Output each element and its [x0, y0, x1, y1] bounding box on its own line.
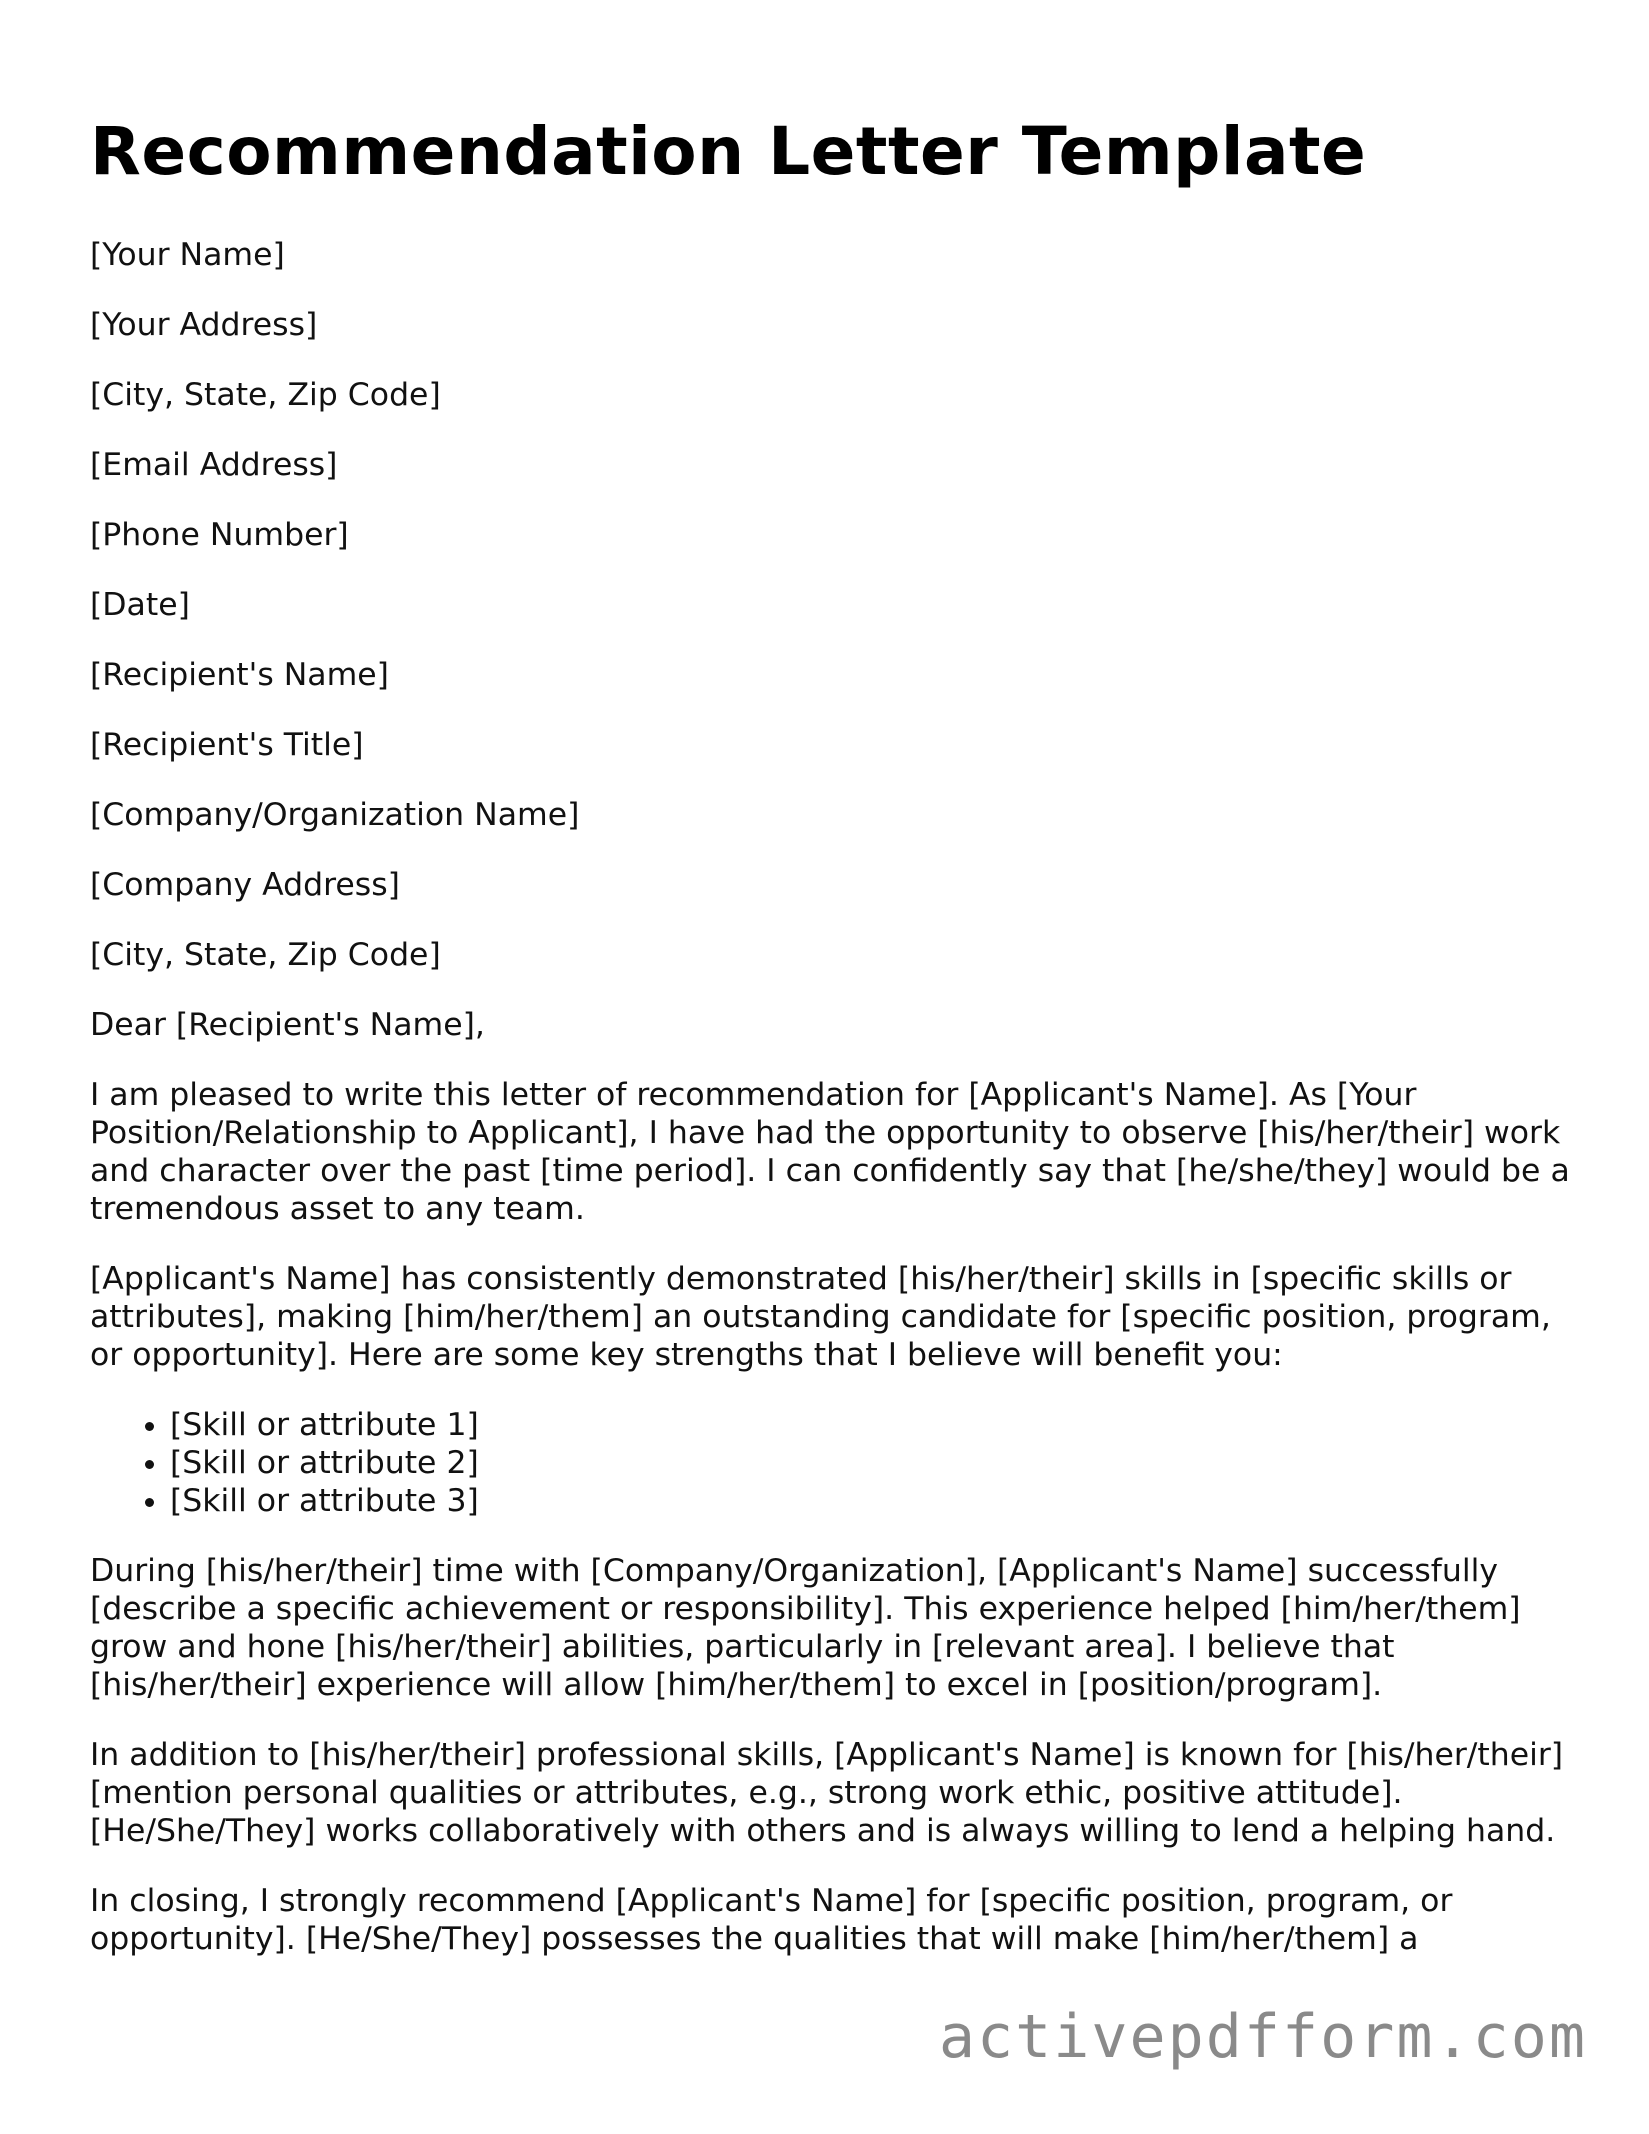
sender-phone: [Phone Number] [90, 517, 349, 553]
body-paragraph-personal: In addition to [his/her/their] professional skills, [Applicant's Name] is known for [his/her/their] [mention personal qualities or attributes, e.g., strong work ethic, positive attitude]. [He/She/They] works collaboratively with others and is always willing to lend a helping hand. [90, 1737, 1564, 1849]
body-paragraph-intro: I am pleased to write this letter of recommendation for [Applicant's Name]. As [Your Position/Relationship to Applicant], I have had the opportunity to observe [his/her/their] work and character over the past [time period]. I can confidently say that [he/she/they] would be a tremendous asset to any team. [90, 1077, 1570, 1227]
strength-list-item: • [Skill or attribute 1] [170, 1406, 1570, 1444]
strength-list-item: • [Skill or attribute 3] [170, 1482, 1570, 1520]
recipient-name: [Recipient's Name] [90, 657, 389, 693]
recipient-address: [Company Address] [90, 867, 400, 903]
sender-email: [Email Address] [90, 447, 338, 483]
strength-list-item: • [Skill or attribute 2] [170, 1444, 1570, 1482]
sender-address: [Your Address] [90, 307, 318, 343]
sender-name: [Your Name] [90, 237, 285, 273]
recipient-company: [Company/Organization Name] [90, 797, 580, 833]
salutation: Dear [Recipient's Name], [90, 1007, 485, 1043]
sender-city-state-zip: [City, State, Zip Code] [90, 377, 441, 413]
watermark-text: activepdfform.com [938, 2002, 1587, 2072]
body-paragraph-closing: In closing, I strongly recommend [Applicant's Name] for [specific position, program, or opportunity]. [He/She/They] possesses the qualities that will make [him/her/them] a [90, 1883, 1453, 1957]
page-title: Recommendation Letter Template [90, 113, 1367, 190]
letter-date: [Date] [90, 587, 190, 623]
recipient-title: [Recipient's Title] [90, 727, 364, 763]
body-paragraph-skills: [Applicant's Name] has consistently demonstrated [his/her/their] skills in [specific skills or attributes], making [him/her/them] an outstanding candidate for [specific position, program, or opportunity]. Here are some key strengths that I believe will benefit you: [90, 1261, 1551, 1373]
strengths-list [90, 1406, 1570, 1520]
letter-page [90, 112, 1570, 1990]
body-paragraph-achievement: During [his/her/their] time with [Company/Organization], [Applicant's Name] successfully [describe a specific achievement or responsibility]. This experience helped [him/her/them] grow and hone [his/her/their] abilities, particularly in [relevant area]. I believe that [his/her/their] experience will allow [him/her/them] to excel in [position/program]. [90, 1553, 1521, 1703]
recipient-city-state-zip: [City, State, Zip Code] [90, 937, 441, 973]
